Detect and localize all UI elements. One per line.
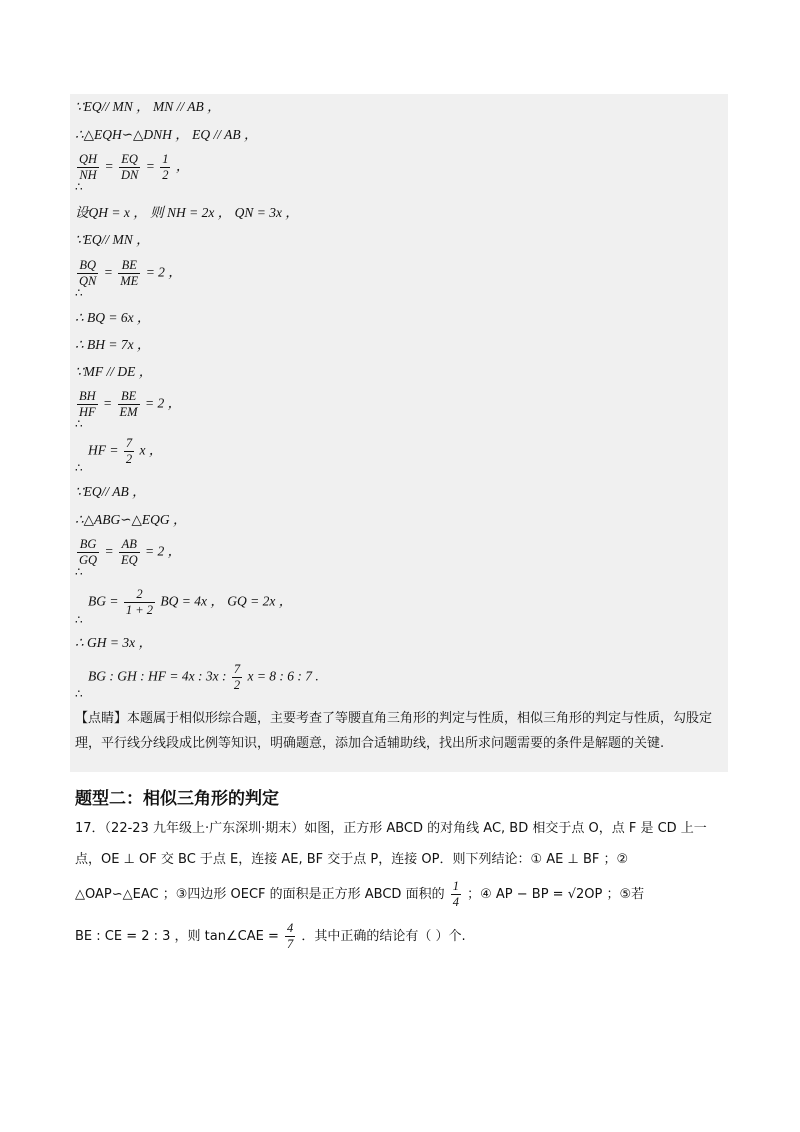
therefore-symbol: ∴ xyxy=(75,613,83,627)
solution-line-3: $\frac{QH}{NH}$ = $\frac{EQ}{DN}$ = $\frac{1}{2}$ ， xyxy=(79,152,190,183)
solution-line-16: ∴ GH = 3x ， xyxy=(75,635,152,650)
solution-line-9: ∵MF // DE ， xyxy=(75,364,153,379)
question-line-4: BE : CE = 2 : 3 ，则 tan∠CAE = $\frac{4}{7}$ ．其中正确的结论有（ ）个. xyxy=(75,921,466,952)
question-line-1: 17．（22-23 九年级上·广东深圳·期末）如图，正方形 ABCD 的对角线 AC, BD 相交于点 O，点 F 是 CD 上一 xyxy=(75,821,707,836)
solution-line-10: $\frac{BH}{HF}$ = $\frac{BE}{EM}$ = 2 ， xyxy=(79,389,182,420)
solution-line-4: 设QH = x ， 则 NH = 2x ， QN = 3x ， xyxy=(75,205,299,220)
section-heading: 题型二：相似三角形的判定 xyxy=(75,789,279,809)
solution-line-12: ∵EQ// AB ， xyxy=(75,484,146,499)
comment-paragraph: 【点睛】本题属于相似形综合题，主要考查了等腰直角三角形的判定与性质，相似三角形的判定与性质，勾股定理，平行线分线段成比例等知识，明确题意，添加合适辅助线，找出所求问题需要的条件是解题的关键. xyxy=(75,711,713,751)
solution-line-7: ∴ BQ = 6x ， xyxy=(75,310,151,325)
solution-line-15: BG = $\frac{2}{1 + 2}$ BQ = 4x ， GQ = 2x ， xyxy=(88,587,293,618)
solution-line-1: ∵EQ// MN ， MN // AB ， xyxy=(75,99,221,114)
therefore-symbol: ∴ xyxy=(75,286,83,300)
solution-line-13: ∴△ABG∽△EQG ， xyxy=(75,512,187,527)
solution-line-17: BG : GH : HF = 4x : 3x : $\frac{7}{2}$ x = 8 : 6 : 7 . xyxy=(88,662,319,693)
solution-line-8: ∴ BH = 7x ， xyxy=(75,337,151,352)
therefore-symbol: ∴ xyxy=(75,687,83,701)
therefore-symbol: ∴ xyxy=(75,461,83,475)
solution-line-11: HF = $\frac{7}{2}$ x ， xyxy=(88,436,163,467)
solution-line-5: ∵EQ// MN ， xyxy=(75,232,150,247)
solution-line-2: ∴△EQH∽△DNH ， EQ // AB ， xyxy=(75,127,258,142)
therefore-symbol: ∴ xyxy=(75,565,83,579)
therefore-symbol: ∴ xyxy=(75,417,83,431)
therefore-symbol: ∴ xyxy=(75,180,83,194)
solution-line-14: $\frac{BG}{GQ}$ = $\frac{AB}{EQ}$ = 2 ， xyxy=(79,537,182,568)
solution-line-6: $\frac{BQ}{QN}$ = $\frac{BE}{ME}$ = 2 ， xyxy=(79,258,182,289)
question-line-2: 点，OE ⊥ OF 交 BC 于点 E，连接 AE, BF 交于点 P，连接 OP．则下列结论：① AE ⊥ BF ；② xyxy=(75,852,629,867)
question-line-3: △OAP∽△EAC ；③四边形 OECF 的面积是正方形 ABCD 面积的 $\frac{1}{4}$ ；④ AP − BP = √2OP ；⑤若 xyxy=(75,879,645,910)
